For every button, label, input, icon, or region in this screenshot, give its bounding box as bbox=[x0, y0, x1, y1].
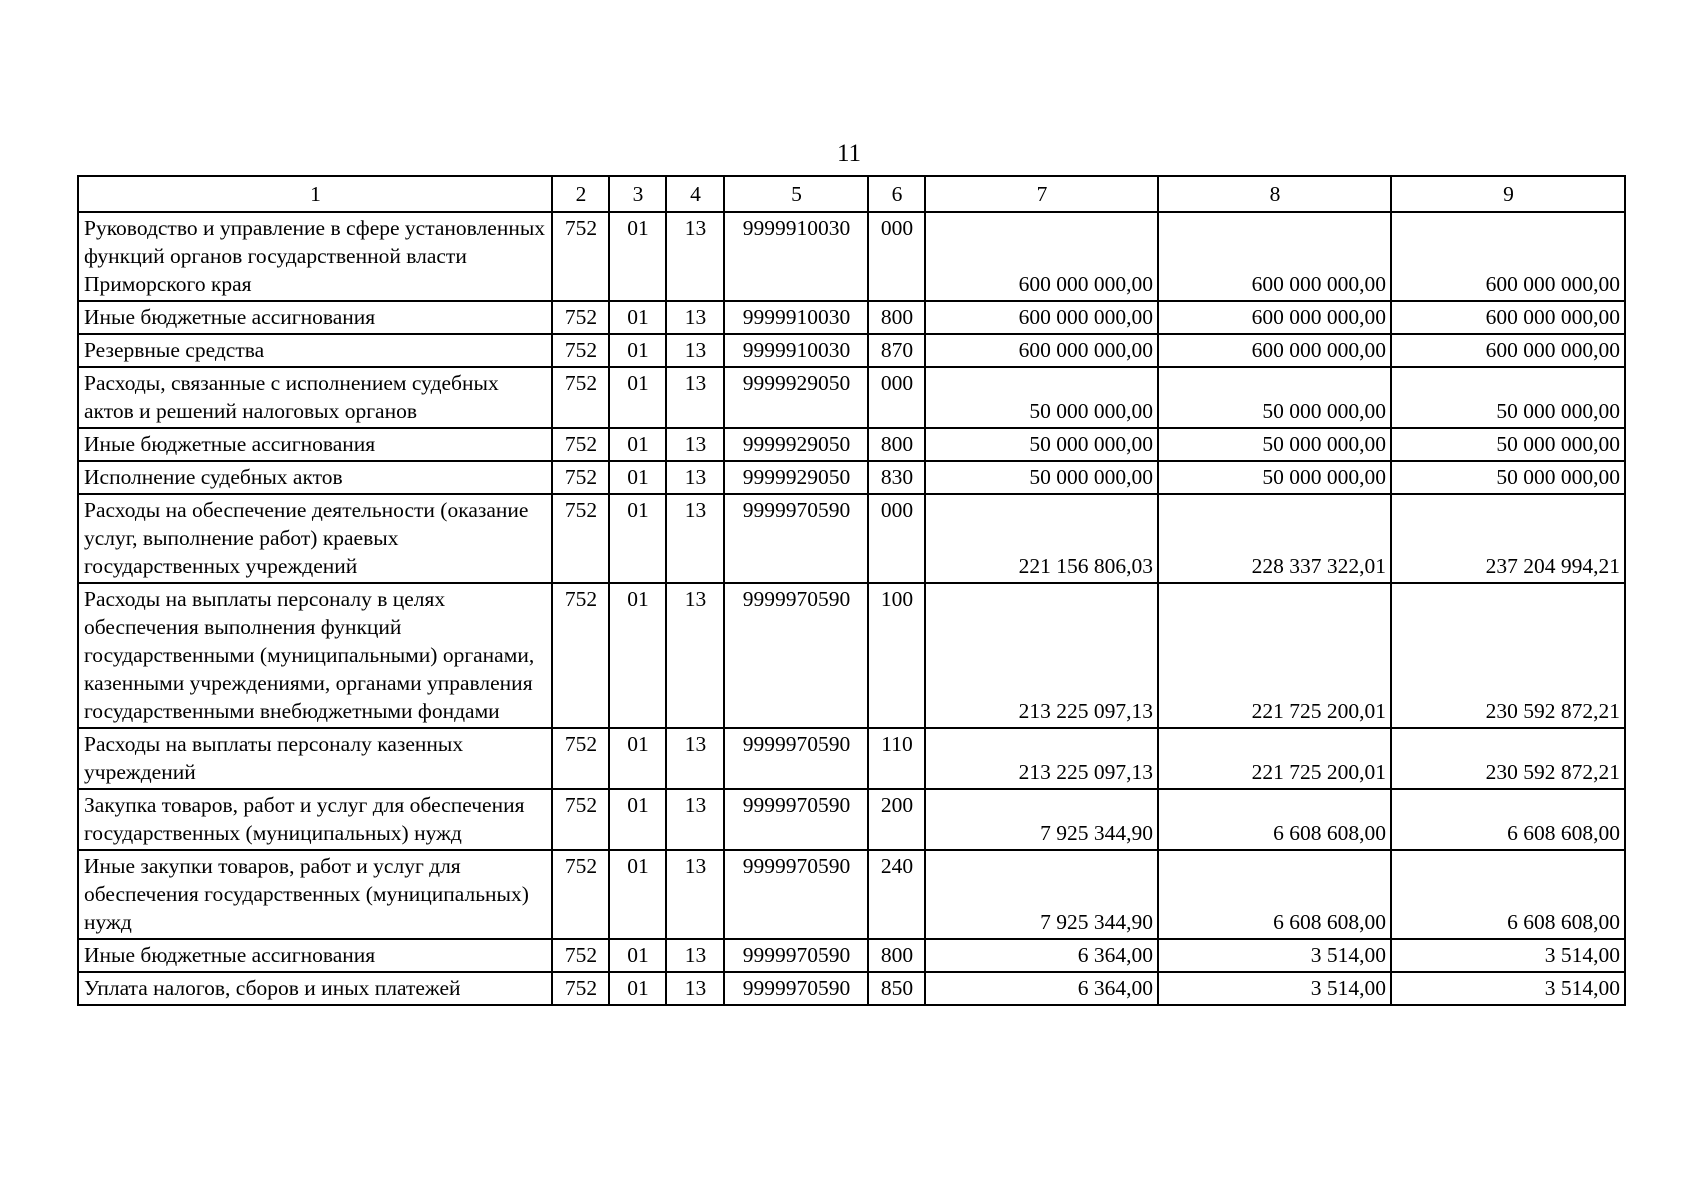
amount-year1-cell: 50 000 000,00 bbox=[925, 367, 1158, 428]
expense-type-cell: 870 bbox=[868, 334, 925, 367]
target-article-cell: 9999929050 bbox=[724, 367, 868, 428]
page-number: 11 bbox=[836, 140, 862, 167]
subsection-code-cell: 13 bbox=[666, 428, 724, 461]
target-article-cell: 9999970590 bbox=[724, 972, 868, 1005]
amount-year3-cell: 230 592 872,21 bbox=[1391, 583, 1625, 728]
amount-year1-cell: 213 225 097,13 bbox=[925, 583, 1158, 728]
expense-type-cell: 100 bbox=[868, 583, 925, 728]
section-code-cell: 01 bbox=[609, 461, 666, 494]
expense-type-cell: 110 bbox=[868, 728, 925, 789]
row-name-cell: Закупка товаров, работ и услуг для обеспечения государственных (муниципальных) нужд bbox=[78, 789, 552, 850]
section-code-cell: 01 bbox=[609, 367, 666, 428]
section-code-cell: 01 bbox=[609, 972, 666, 1005]
table-row bbox=[78, 494, 1625, 583]
target-article-cell: 9999929050 bbox=[724, 461, 868, 494]
subsection-code-cell: 13 bbox=[666, 367, 724, 428]
section-code-cell: 01 bbox=[609, 428, 666, 461]
amount-year2-cell: 50 000 000,00 bbox=[1158, 461, 1391, 494]
amount-year3-cell: 50 000 000,00 bbox=[1391, 428, 1625, 461]
subsection-code-cell: 13 bbox=[666, 728, 724, 789]
section-code-cell: 01 bbox=[609, 494, 666, 583]
column-header: 9 bbox=[1391, 176, 1625, 212]
subsection-code-cell: 13 bbox=[666, 334, 724, 367]
section-code-cell: 01 bbox=[609, 212, 666, 301]
amount-year1-cell: 600 000 000,00 bbox=[925, 212, 1158, 301]
amount-year1-cell: 600 000 000,00 bbox=[925, 301, 1158, 334]
amount-year2-cell: 600 000 000,00 bbox=[1158, 212, 1391, 301]
amount-year1-cell: 221 156 806,03 bbox=[925, 494, 1158, 583]
header-row bbox=[78, 176, 1625, 212]
table-row bbox=[78, 789, 1625, 850]
amount-year3-cell: 600 000 000,00 bbox=[1391, 301, 1625, 334]
section-code-cell: 01 bbox=[609, 301, 666, 334]
column-header: 5 bbox=[724, 176, 868, 212]
target-article-cell: 9999970590 bbox=[724, 789, 868, 850]
amount-year1-cell: 50 000 000,00 bbox=[925, 428, 1158, 461]
subsection-code-cell: 13 bbox=[666, 972, 724, 1005]
column-header: 2 bbox=[552, 176, 609, 212]
row-name-cell: Расходы на выплаты персоналу казенных учреждений bbox=[78, 728, 552, 789]
admin-code-cell: 752 bbox=[552, 367, 609, 428]
column-header: 4 bbox=[666, 176, 724, 212]
column-header: 8 bbox=[1158, 176, 1391, 212]
table-row bbox=[78, 301, 1625, 334]
amount-year2-cell: 6 608 608,00 bbox=[1158, 850, 1391, 939]
admin-code-cell: 752 bbox=[552, 789, 609, 850]
column-header: 7 bbox=[925, 176, 1158, 212]
table-row bbox=[78, 583, 1625, 728]
admin-code-cell: 752 bbox=[552, 850, 609, 939]
column-header: 6 bbox=[868, 176, 925, 212]
budget-table bbox=[77, 175, 1626, 1006]
table-row bbox=[78, 972, 1625, 1005]
target-article-cell: 9999970590 bbox=[724, 939, 868, 972]
section-code-cell: 01 bbox=[609, 583, 666, 728]
expense-type-cell: 000 bbox=[868, 212, 925, 301]
table-row bbox=[78, 428, 1625, 461]
subsection-code-cell: 13 bbox=[666, 789, 724, 850]
amount-year3-cell: 3 514,00 bbox=[1391, 972, 1625, 1005]
row-name-cell: Расходы на обеспечение деятельности (оказание услуг, выполнение работ) краевых государственных учреждений bbox=[78, 494, 552, 583]
target-article-cell: 9999910030 bbox=[724, 301, 868, 334]
admin-code-cell: 752 bbox=[552, 212, 609, 301]
table-row bbox=[78, 850, 1625, 939]
amount-year2-cell: 221 725 200,01 bbox=[1158, 583, 1391, 728]
amount-year2-cell: 6 608 608,00 bbox=[1158, 789, 1391, 850]
row-name-cell: Иные бюджетные ассигнования bbox=[78, 939, 552, 972]
table-row bbox=[78, 334, 1625, 367]
amount-year2-cell: 221 725 200,01 bbox=[1158, 728, 1391, 789]
expense-type-cell: 830 bbox=[868, 461, 925, 494]
amount-year2-cell: 600 000 000,00 bbox=[1158, 334, 1391, 367]
admin-code-cell: 752 bbox=[552, 583, 609, 728]
row-name-cell: Уплата налогов, сборов и иных платежей bbox=[78, 972, 552, 1005]
column-header: 1 bbox=[78, 176, 552, 212]
expense-type-cell: 000 bbox=[868, 494, 925, 583]
table-row bbox=[78, 367, 1625, 428]
amount-year3-cell: 600 000 000,00 bbox=[1391, 334, 1625, 367]
amount-year1-cell: 50 000 000,00 bbox=[925, 461, 1158, 494]
expense-type-cell: 850 bbox=[868, 972, 925, 1005]
admin-code-cell: 752 bbox=[552, 301, 609, 334]
admin-code-cell: 752 bbox=[552, 428, 609, 461]
amount-year3-cell: 6 608 608,00 bbox=[1391, 789, 1625, 850]
expense-type-cell: 200 bbox=[868, 789, 925, 850]
subsection-code-cell: 13 bbox=[666, 301, 724, 334]
admin-code-cell: 752 bbox=[552, 494, 609, 583]
amount-year2-cell: 3 514,00 bbox=[1158, 939, 1391, 972]
row-name-cell: Расходы на выплаты персоналу в целях обеспечения выполнения функций государственными (муниципальными) органами, казенными учреждениями, органами управления государственными внебюджетными фондами bbox=[78, 583, 552, 728]
amount-year1-cell: 7 925 344,90 bbox=[925, 789, 1158, 850]
target-article-cell: 9999970590 bbox=[724, 728, 868, 789]
section-code-cell: 01 bbox=[609, 939, 666, 972]
amount-year3-cell: 600 000 000,00 bbox=[1391, 212, 1625, 301]
amount-year3-cell: 237 204 994,21 bbox=[1391, 494, 1625, 583]
target-article-cell: 9999970590 bbox=[724, 583, 868, 728]
section-code-cell: 01 bbox=[609, 789, 666, 850]
amount-year1-cell: 7 925 344,90 bbox=[925, 850, 1158, 939]
amount-year2-cell: 600 000 000,00 bbox=[1158, 301, 1391, 334]
row-name-cell: Руководство и управление в сфере установленных функций органов государственной власти Приморского края bbox=[78, 212, 552, 301]
target-article-cell: 9999910030 bbox=[724, 334, 868, 367]
table-row bbox=[78, 728, 1625, 789]
row-name-cell: Расходы, связанные с исполнением судебных актов и решений налоговых органов bbox=[78, 367, 552, 428]
column-header: 3 bbox=[609, 176, 666, 212]
subsection-code-cell: 13 bbox=[666, 939, 724, 972]
expense-type-cell: 800 bbox=[868, 939, 925, 972]
expense-type-cell: 000 bbox=[868, 367, 925, 428]
subsection-code-cell: 13 bbox=[666, 583, 724, 728]
admin-code-cell: 752 bbox=[552, 461, 609, 494]
table-row bbox=[78, 212, 1625, 301]
target-article-cell: 9999970590 bbox=[724, 494, 868, 583]
expense-type-cell: 800 bbox=[868, 428, 925, 461]
target-article-cell: 9999910030 bbox=[724, 212, 868, 301]
target-article-cell: 9999970590 bbox=[724, 850, 868, 939]
table-row bbox=[78, 939, 1625, 972]
amount-year2-cell: 50 000 000,00 bbox=[1158, 367, 1391, 428]
subsection-code-cell: 13 bbox=[666, 494, 724, 583]
section-code-cell: 01 bbox=[609, 850, 666, 939]
amount-year3-cell: 3 514,00 bbox=[1391, 939, 1625, 972]
subsection-code-cell: 13 bbox=[666, 461, 724, 494]
amount-year3-cell: 6 608 608,00 bbox=[1391, 850, 1625, 939]
target-article-cell: 9999929050 bbox=[724, 428, 868, 461]
row-name-cell: Иные закупки товаров, работ и услуг для обеспечения государственных (муниципальных) нужд bbox=[78, 850, 552, 939]
amount-year1-cell: 600 000 000,00 bbox=[925, 334, 1158, 367]
expense-type-cell: 800 bbox=[868, 301, 925, 334]
table-body bbox=[78, 212, 1625, 1005]
subsection-code-cell: 13 bbox=[666, 212, 724, 301]
row-name-cell: Исполнение судебных актов bbox=[78, 461, 552, 494]
admin-code-cell: 752 bbox=[552, 939, 609, 972]
amount-year1-cell: 6 364,00 bbox=[925, 972, 1158, 1005]
row-name-cell: Иные бюджетные ассигнования bbox=[78, 301, 552, 334]
amount-year1-cell: 213 225 097,13 bbox=[925, 728, 1158, 789]
amount-year3-cell: 50 000 000,00 bbox=[1391, 367, 1625, 428]
amount-year3-cell: 230 592 872,21 bbox=[1391, 728, 1625, 789]
amount-year2-cell: 3 514,00 bbox=[1158, 972, 1391, 1005]
amount-year1-cell: 6 364,00 bbox=[925, 939, 1158, 972]
subsection-code-cell: 13 bbox=[666, 850, 724, 939]
admin-code-cell: 752 bbox=[552, 334, 609, 367]
section-code-cell: 01 bbox=[609, 334, 666, 367]
amount-year2-cell: 228 337 322,01 bbox=[1158, 494, 1391, 583]
admin-code-cell: 752 bbox=[552, 972, 609, 1005]
table-row bbox=[78, 461, 1625, 494]
row-name-cell: Иные бюджетные ассигнования bbox=[78, 428, 552, 461]
admin-code-cell: 752 bbox=[552, 728, 609, 789]
row-name-cell: Резервные средства bbox=[78, 334, 552, 367]
section-code-cell: 01 bbox=[609, 728, 666, 789]
amount-year3-cell: 50 000 000,00 bbox=[1391, 461, 1625, 494]
amount-year2-cell: 50 000 000,00 bbox=[1158, 428, 1391, 461]
expense-type-cell: 240 bbox=[868, 850, 925, 939]
